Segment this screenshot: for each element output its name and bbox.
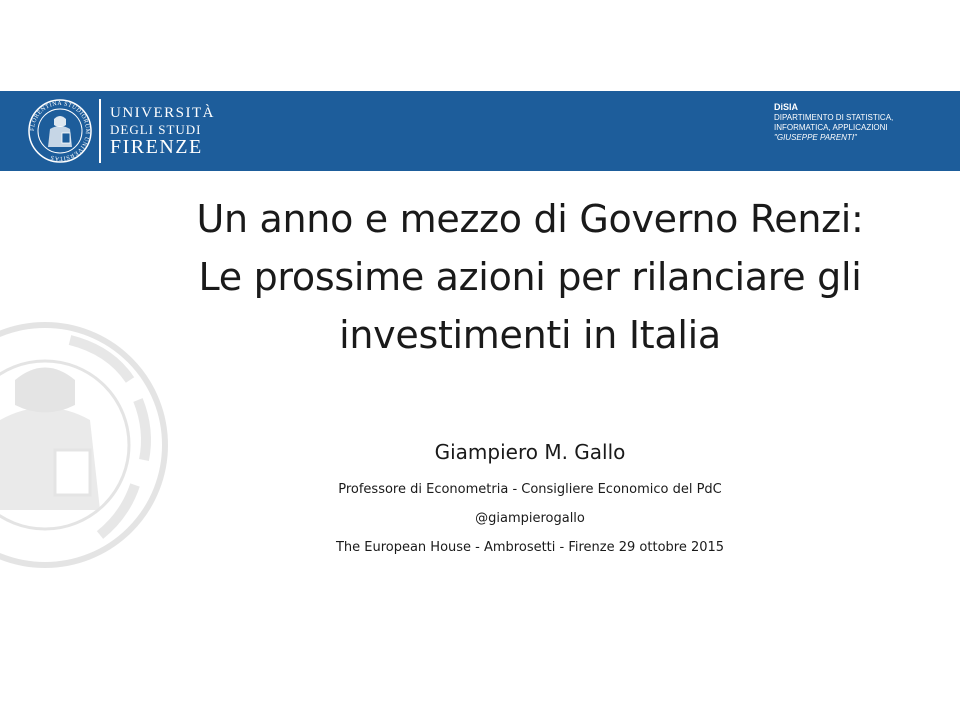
author-handle: @giampierogallo: [475, 511, 585, 526]
event-info: The European House - Ambrosetti - Firenze 29 ottobre 2015: [335, 540, 725, 555]
department-label: [774, 102, 893, 143]
svg-text:FLORENTINA STUDIORUM UNIVERSIT: FLORENTINA STUDIORUM UNIVERSITAS: [29, 100, 91, 162]
university-name-line2: DEGLI STUDI: [110, 122, 202, 137]
university-name: [110, 106, 215, 157]
slide-title: [130, 190, 930, 364]
title-line: Un anno e mezzo di Governo Renzi:: [196, 197, 864, 241]
department-acronym: DiSIA: [774, 102, 799, 112]
logo-divider: [99, 99, 101, 163]
author-role: Professore di Econometria - Consigliere Economico del PdC: [338, 482, 722, 497]
title-line: investimenti in Italia: [339, 313, 721, 357]
title-line: Le prossime azioni per rilanciare gli: [198, 255, 862, 299]
department-line2: INFORMATICA, APPLICAZIONI: [774, 123, 888, 132]
department-line3: "GIUSEPPE PARENTI": [774, 133, 857, 142]
university-name-line3: FIRENZE: [110, 136, 203, 158]
university-seal-icon: [28, 99, 92, 163]
department-line1: DIPARTIMENTO DI STATISTICA,: [774, 113, 894, 122]
university-name-line1: UNIVERSITÀ: [110, 105, 215, 121]
author-name: Giampiero M. Gallo: [434, 440, 626, 464]
header-banner: [0, 91, 960, 171]
